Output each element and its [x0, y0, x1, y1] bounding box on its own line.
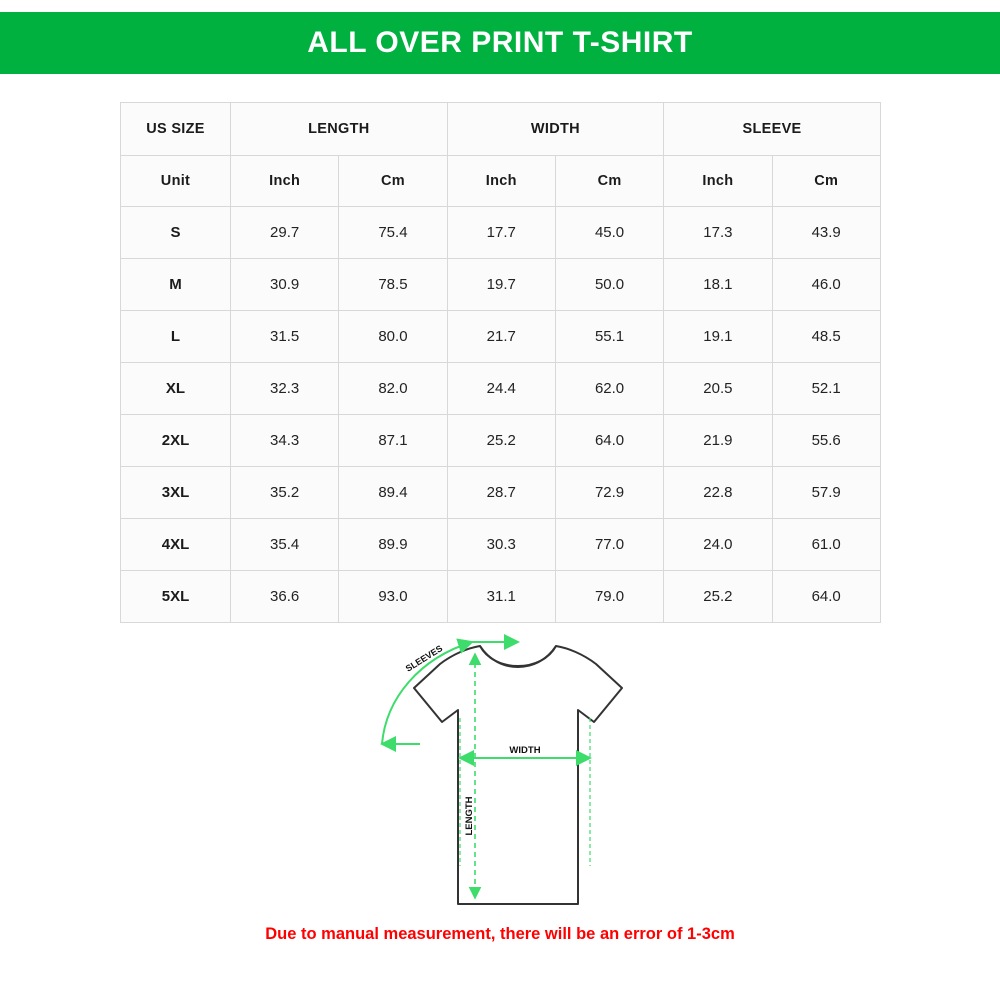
- cell-length-cm: 75.4: [339, 207, 447, 259]
- size-chart-container: [120, 102, 880, 623]
- cell-width-cm: 72.9: [555, 467, 663, 519]
- table-row: [121, 259, 881, 311]
- cell-length-cm: 82.0: [339, 363, 447, 415]
- cell-sleeve-cm: 61.0: [772, 519, 880, 571]
- cell-width-cm: 79.0: [555, 571, 663, 623]
- cell-size: S: [121, 207, 231, 259]
- header-banner: [0, 12, 1000, 74]
- cell-length-cm: 89.4: [339, 467, 447, 519]
- sleeves-label: SLEEVES: [403, 643, 445, 674]
- tshirt-outline: [414, 646, 622, 904]
- page-title: ALL OVER PRINT T-SHIRT: [307, 26, 693, 59]
- cell-length-cm: 87.1: [339, 415, 447, 467]
- size-chart-table: [120, 102, 881, 623]
- cell-length-inch: 35.4: [231, 519, 339, 571]
- cell-length-inch: 35.2: [231, 467, 339, 519]
- header-length-cm: Cm: [339, 156, 447, 207]
- cell-length-inch: 36.6: [231, 571, 339, 623]
- cell-sleeve-cm: 64.0: [772, 571, 880, 623]
- cell-width-inch: 25.2: [447, 415, 555, 467]
- cell-sleeve-inch: 25.2: [664, 571, 772, 623]
- cell-sleeve-cm: 48.5: [772, 311, 880, 363]
- table-row: [121, 207, 881, 259]
- cell-sleeve-cm: 57.9: [772, 467, 880, 519]
- cell-size: M: [121, 259, 231, 311]
- table-row: [121, 363, 881, 415]
- cell-width-inch: 17.7: [447, 207, 555, 259]
- cell-length-cm: 80.0: [339, 311, 447, 363]
- cell-size: 3XL: [121, 467, 231, 519]
- cell-size: 4XL: [121, 519, 231, 571]
- cell-length-cm: 93.0: [339, 571, 447, 623]
- width-label: WIDTH: [509, 745, 541, 756]
- cell-length-inch: 30.9: [231, 259, 339, 311]
- cell-size: 2XL: [121, 415, 231, 467]
- cell-length-inch: 29.7: [231, 207, 339, 259]
- cell-sleeve-inch: 19.1: [664, 311, 772, 363]
- table-header-row-units: [121, 156, 881, 207]
- header-width-inch: Inch: [447, 156, 555, 207]
- cell-sleeve-cm: 43.9: [772, 207, 880, 259]
- length-label: LENGTH: [464, 796, 475, 836]
- header-sleeve-cm: Cm: [772, 156, 880, 207]
- cell-size: XL: [121, 363, 231, 415]
- header-width-cm: Cm: [555, 156, 663, 207]
- cell-length-inch: 32.3: [231, 363, 339, 415]
- header-length-inch: Inch: [231, 156, 339, 207]
- cell-width-cm: 55.1: [555, 311, 663, 363]
- cell-length-inch: 31.5: [231, 311, 339, 363]
- table-header-row-groups: [121, 103, 881, 156]
- cell-sleeve-inch: 17.3: [664, 207, 772, 259]
- table-row: [121, 467, 881, 519]
- header-us-size: US SIZE: [121, 103, 231, 156]
- cell-sleeve-cm: 55.6: [772, 415, 880, 467]
- cell-sleeve-inch: 18.1: [664, 259, 772, 311]
- header-sleeve: SLEEVE: [664, 103, 881, 156]
- width-measure: [460, 718, 590, 866]
- cell-width-inch: 24.4: [447, 363, 555, 415]
- table-row: [121, 415, 881, 467]
- cell-size: 5XL: [121, 571, 231, 623]
- cell-sleeve-inch: 24.0: [664, 519, 772, 571]
- header-unit: Unit: [121, 156, 231, 207]
- cell-sleeve-cm: 46.0: [772, 259, 880, 311]
- cell-width-inch: 30.3: [447, 519, 555, 571]
- length-measure: [464, 654, 475, 898]
- cell-sleeve-inch: 20.5: [664, 363, 772, 415]
- cell-width-cm: 45.0: [555, 207, 663, 259]
- cell-width-cm: 50.0: [555, 259, 663, 311]
- table-row: [121, 519, 881, 571]
- cell-length-inch: 34.3: [231, 415, 339, 467]
- cell-sleeve-cm: 52.1: [772, 363, 880, 415]
- cell-length-cm: 89.9: [339, 519, 447, 571]
- cell-width-cm: 77.0: [555, 519, 663, 571]
- table-row: [121, 571, 881, 623]
- cell-sleeve-inch: 22.8: [664, 467, 772, 519]
- cell-width-cm: 62.0: [555, 363, 663, 415]
- table-row: [121, 311, 881, 363]
- cell-size: L: [121, 311, 231, 363]
- header-sleeve-inch: Inch: [664, 156, 772, 207]
- header-length: LENGTH: [231, 103, 448, 156]
- tshirt-diagram-svg: [290, 626, 710, 926]
- cell-width-inch: 28.7: [447, 467, 555, 519]
- tshirt-measurement-diagram: [0, 626, 1000, 926]
- cell-width-inch: 21.7: [447, 311, 555, 363]
- cell-length-cm: 78.5: [339, 259, 447, 311]
- cell-width-cm: 64.0: [555, 415, 663, 467]
- cell-sleeve-inch: 21.9: [664, 415, 772, 467]
- cell-width-inch: 19.7: [447, 259, 555, 311]
- header-width: WIDTH: [447, 103, 664, 156]
- cell-width-inch: 31.1: [447, 571, 555, 623]
- measurement-note: Due to manual measurement, there will be an error of 1-3cm: [265, 925, 735, 943]
